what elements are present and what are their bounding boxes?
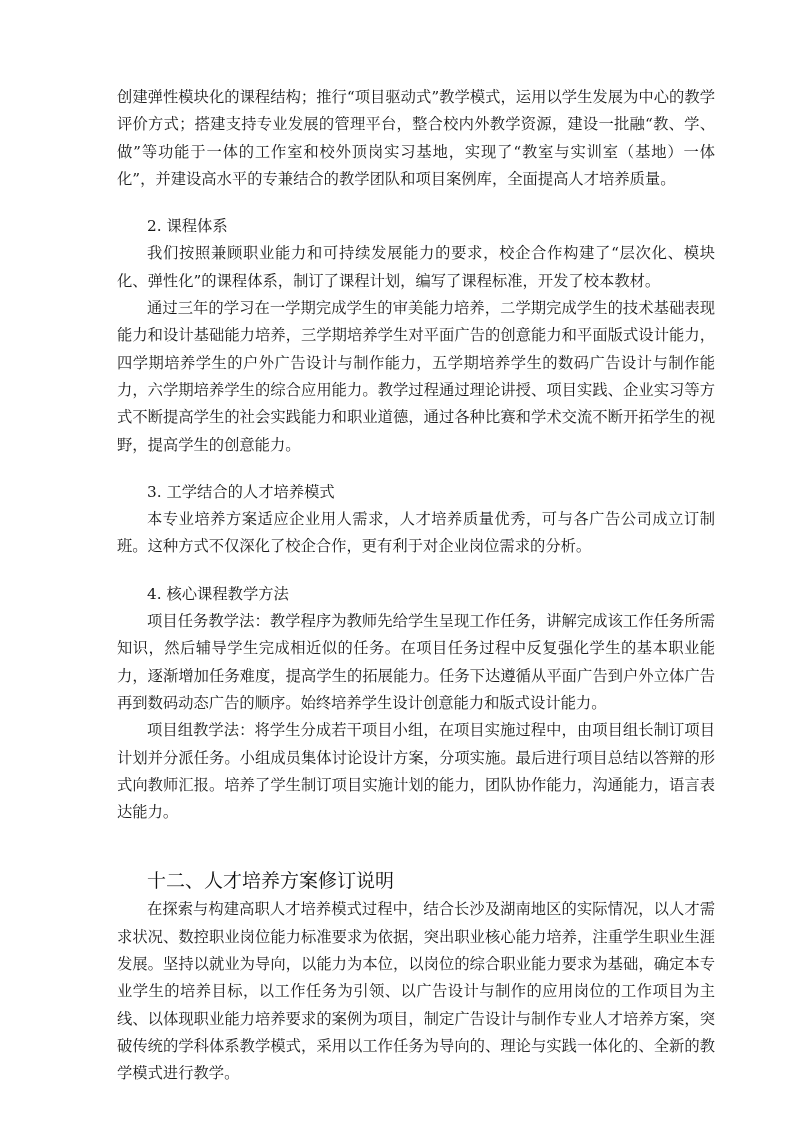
spacer bbox=[117, 826, 715, 866]
section-2-paragraph-1: 我们按照兼顾职业能力和可持续发展能力的要求，校企合作构建了“层次化、模块化、弹性化”的课程体系，制订了课程计划，编写了课程标准，开发了校本教材。 bbox=[117, 244, 715, 290]
section-12-heading: 十二、人才培养方案修订说明 bbox=[147, 870, 395, 893]
spacer bbox=[117, 459, 715, 479]
section-3-heading: 3. 工学结合的人才培养模式 bbox=[147, 482, 335, 501]
document-page bbox=[117, 84, 715, 1088]
spacer bbox=[117, 193, 715, 213]
intro-paragraph: 创建弹性模块化的课程结构；推行“项目驱动式”教学模式，运用以学生发展为中心的教学评价方式；搭建支持专业发展的管理平台，整合校内外教学资源，建设一批融“教、学、做”等功能于一体的工作室和校外顶岗实习基地，实现了“教室与实训室（基地）一体化”，并建设高水平的专兼结合的教学团队和项目案例库，全面提高人才培养质量。 bbox=[117, 88, 715, 188]
section-3-paragraph-1: 本专业培养方案适应企业用人需求，人才培养质量优秀，可与各广告公司成立订制班。这种方式不仅深化了校企合作，更有利于对企业岗位需求的分析。 bbox=[117, 510, 715, 556]
section-4-paragraph-2: 项目组教学法：将学生分成若干项目小组，在项目实施过程中，由项目组长制订项目计划并分派任务。小组成员集体讨论设计方案，分项实施。最后进行项目总结以答辩的形式向教师汇报。培养了学生制订项目实施计划的能力，团队协作能力，沟通能力，语言表达能力。 bbox=[117, 721, 715, 822]
spacer bbox=[117, 561, 715, 581]
section-2-heading: 2. 课程体系 bbox=[147, 217, 228, 236]
section-2-paragraph-2: 通过三年的学习在一学期完成学生的审美能力培养，二学期完成学生的技术基础表现能力和设计基础能力培养，三学期培养学生对平面广告的创意能力和平面版式设计能力，四学期培养学生的户外广告设计与制作能力，五学期培养学生的数码广告设计与制作能力，六学期培养学生的综合应用能力。教学过程通过理论讲授、项目实践、企业实习等方式不断提高学生的社会实践能力和职业道德，通过各种比赛和学术交流不断开拓学生的视野，提高学生的创意能力。 bbox=[117, 299, 715, 454]
section-4-paragraph-1: 项目任务教学法：教学程序为教师先给学生呈现工作任务，讲解完成该工作任务所需知识，然后辅导学生完成相近似的任务。在项目任务过程中反复强化学生的基本职业能力，逐渐增加任务难度，提高学生的拓展能力。任务下达遵循从平面广告到户外立体广告再到数码动态广告的顺序。始终培养学生设计创意能力和版式设计能力。 bbox=[117, 612, 715, 712]
section-4-heading: 4. 核心课程教学方法 bbox=[147, 584, 289, 603]
section-12-paragraph: 在探索与构建高职人才培养模式过程中，结合长沙及湖南地区的实际情况，以人才需求状况、数控职业岗位能力标准要求为依据，突出职业核心能力培养，注重学生职业生涯发展。坚持以就业为导向，以能力为本位，以岗位的综合职业能力要求为基础，确定本专业学生的培养目标，以工作任务为引领、以广告设计与制作的应用岗位的工作项目为主线、以体现职业能力培养要求的案例为项目，制定广告设计与制作专业人才培养方案，突破传统的学科体系教学模式，采用以工作任务为导向的、理论与实践一体化的、全新的教学模式进行教学。 bbox=[117, 900, 715, 1083]
